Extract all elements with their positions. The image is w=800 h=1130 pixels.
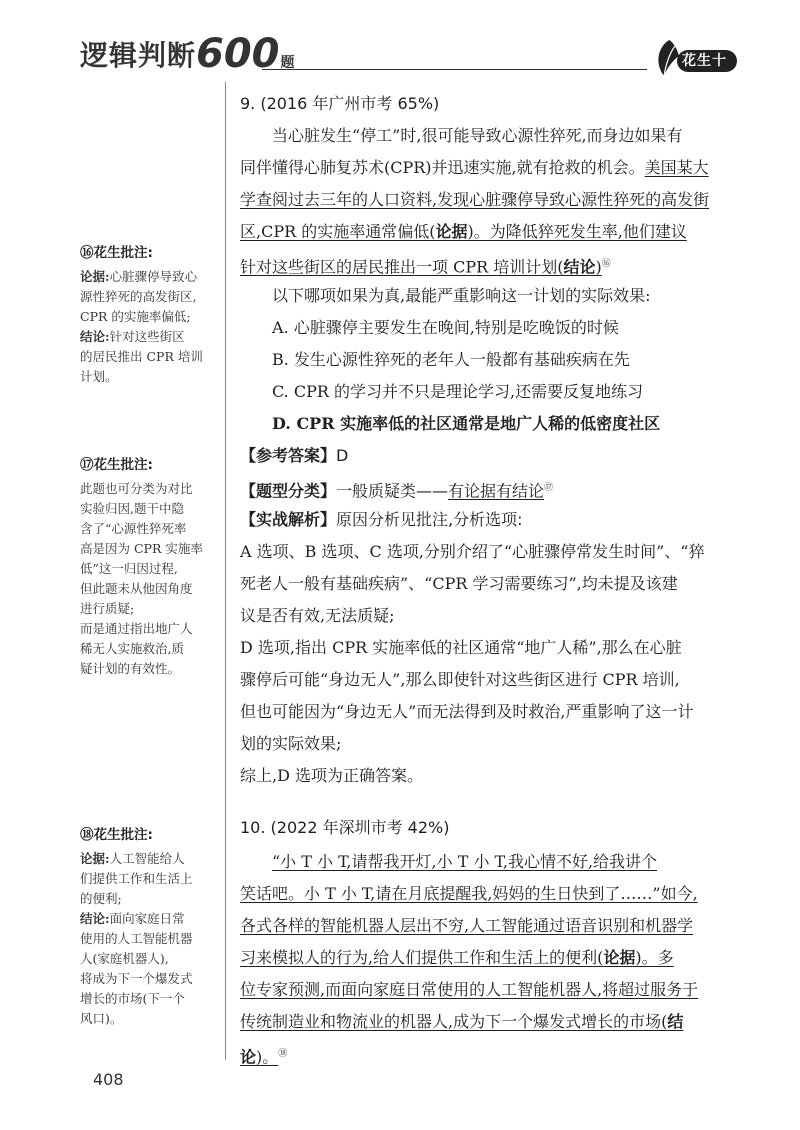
side-note-line: 结论:针对这些街区 [80,329,185,344]
question-stem-line: 同伴懂得心肺复苏术(CPR)并迅速实施,就有抢救的机会。美国某大 [240,158,709,177]
evidence-tag: 论据 [435,222,468,241]
side-note-line: 的居民推出 CPR 培训 [80,349,203,364]
question-stem-line: “小 T 小 T,请帮我开灯,小 T 小 T,我心情不好,给我讲个 [272,852,658,871]
page-number: 408 [93,1070,124,1089]
note-marker-16: ⑯ [601,259,611,269]
question-stem-line: 学查阅过去三年的人口资料,发现心脏骤停导致心源性猝死的高发街 [240,190,710,209]
side-note-line: 稀无人实施救治,质 [80,641,184,656]
book-title-suffix: 题 [280,55,295,71]
conclusion-tag: 结论 [563,257,596,277]
header-rule [262,69,647,70]
analysis-line: 议是否有效,无法质疑; [240,606,395,625]
side-note-line: 们提供工作和生活上 [80,871,193,886]
question-stem-line: 习来模拟人的行为,给人们提供工作和生活上的便利(论据)。多 [240,948,674,967]
note-marker-17: ⑰ [544,483,554,493]
answer-value: D [336,446,349,465]
question-stem-line: 传统制造业和物流业的机器人,成为下一个爆发式增长的市场(结 [240,1012,684,1031]
question-stem-line: 区,CPR 的实施率通常偏低(论据)。为降低猝死发生率,他们建议 [240,222,687,241]
type-label: 【题型分类】 [240,481,337,501]
evidence-tag: 论据 [603,948,636,967]
side-note-16 [80,243,222,387]
question-stem-line: 针对这些街区的居民推出一项 CPR 培训计划(结论)⑯ [240,257,611,277]
option-d: D. CPR 实施率低的社区通常是地广人稀的低密度社区 [272,414,661,433]
analysis-header: 【实战解析】原因分析见批注,分析选项: [240,510,523,529]
question-stem-line: 笑话吧。小 T 小 T,请在月底提醒我,妈妈的生日快到了……”如今, [240,884,698,903]
question-stem-line: 论)。⑱ [240,1047,288,1067]
author-logo [655,38,737,91]
question-stem-line: 当心脏发生“停工”时,很可能导致心源性猝死,而身边如果有 [272,126,683,145]
side-note-line: 源性猝死的高发街区, [80,289,197,304]
side-note-18 [80,825,222,1029]
side-note-line: 疑计划的有效性。 [80,661,181,676]
analysis-label: 【实战解析】 [240,510,337,529]
side-note-line: 含了“心源性猝死率 [80,521,187,536]
side-note-title: ⑰花生批注: [80,457,153,473]
side-note-line: 论据:人工智能给人 [80,851,185,866]
side-note-line: 低”这一归因过程, [80,561,178,576]
analysis-line: 死老人一般有基础疾病”、“CPR 学习需要练习”,均未提及该建 [240,574,678,593]
margin-divider [225,82,226,1060]
author-logo-text: 花生十三 [677,50,737,72]
side-note-line: 而是通过指出地广人 [80,621,193,636]
side-note-label: 结论: [80,911,110,926]
side-note-line: 结论:面向家庭日常 [80,911,185,926]
side-note-line: 此题也可分类为对比 [80,481,193,496]
answer-label: 【参考答案】 [240,446,337,465]
conclusion-tag: 论 [240,1047,257,1067]
side-note-line: 高是因为 CPR 实施率 [80,541,203,556]
analysis-line: 划的实际效果; [240,734,342,753]
side-note-line: 计划。 [80,369,118,384]
analysis-line: A 选项、B 选项、C 选项,分别介绍了“心脏骤停常发生时间”、“猝 [240,542,705,561]
side-note-title: ⑱花生批注: [80,827,153,843]
option-c: C. CPR 的学习并不只是理论学习,还需要反复地练习 [272,382,644,401]
analysis-line: D 选项,指出 CPR 实施率低的社区通常“地广人稀”,那么在心脏 [240,638,682,657]
book-title [80,30,295,77]
analysis-line: 骤停后可能“身边无人”,那么即使针对这些街区进行 CPR 培训, [240,670,680,689]
option-a: A. 心脏骤停主要发生在晚间,特别是吃晚饭的时候 [272,318,619,337]
side-note-label: 论据: [80,269,110,284]
book-title-text: 逻辑判断 [80,39,197,72]
question-type: 【题型分类】一般质疑类——有论据有结论⑰ [240,481,554,501]
option-b: B. 发生心源性猝死的老年人一般都有基础疾病在先 [272,350,630,369]
side-note-line: 的便利; [80,891,122,906]
note-marker-18: ⑱ [278,1049,288,1059]
book-title-number: 600 [196,31,280,77]
side-note-line: 论据:心脏骤停导致心 [80,269,198,284]
question-10-heading: 10. (2022 年深圳市考 42%) [240,818,450,837]
side-note-line: 风口)。 [80,1011,123,1026]
side-note-line: 实验归因,题干中隐 [80,501,184,516]
analysis-line: 综上,D 选项为正确答案。 [240,766,424,785]
question-9-heading: 9. (2016 年广州市考 65%) [240,94,440,113]
side-note-17 [80,455,222,679]
reference-answer [240,444,348,468]
question-stem-line: 各式各样的智能机器人层出不穷,人工智能通过语音识别和机器学 [240,916,694,935]
side-note-line: 将成为下一个爆发式 [80,971,193,986]
side-note-line: 但此题未从他因角度 [80,581,193,596]
side-note-line: 进行质疑; [80,601,135,616]
side-note-line: 增长的市场(下一个 [80,991,185,1006]
conclusion-tag: 结 [667,1012,684,1031]
side-note-line: 使用的人工智能机器 [80,931,193,946]
question-stem-line: 位专家预测,而面向家庭日常使用的人工智能机器人,将超过服务于 [240,980,699,999]
question-prompt: 以下哪项如果为真,最能严重影响这一计划的实际效果: [272,286,651,305]
side-note-line: 人(家庭机器人), [80,951,169,966]
side-note-label: 结论: [80,329,110,344]
side-note-line: CPR 的实施率偏低; [80,309,191,324]
analysis-line: 但也可能因为“身边无人”而无法得到及时救治,严重影响了这一计 [240,702,694,721]
side-note-title: ⑯花生批注: [80,245,153,261]
side-note-label: 论据: [80,851,110,866]
